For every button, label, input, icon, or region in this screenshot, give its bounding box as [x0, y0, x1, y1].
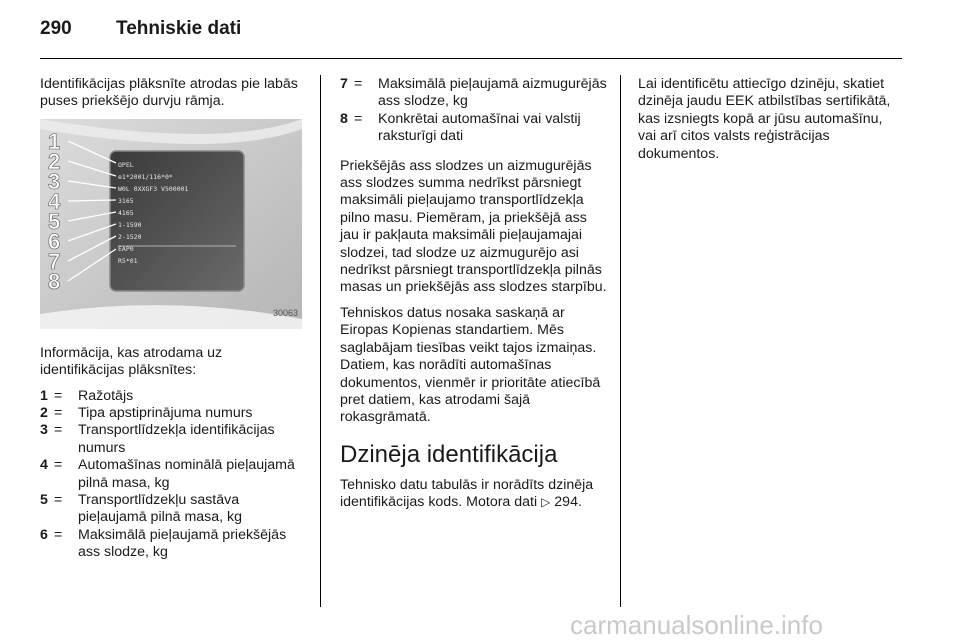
- info-label: Informācija, kas atrodama uz identifikācijas plāksnītes:: [40, 344, 223, 379]
- header-rule: [40, 58, 902, 59]
- callout-4: 4: [48, 188, 61, 214]
- plate-line: 2-1520: [118, 232, 142, 241]
- page-number: 290: [40, 18, 72, 39]
- list-item: 1 = Ražotājs: [40, 387, 134, 404]
- column-divider-2: [620, 75, 621, 607]
- engine-identify-paragraph: Lai identificētu attiecīgo dzinēju, skatiet dzinēja jaudu EEK atbilstības sertifikātā, kas izsniegts kopā ar jūsu automašīnu, vai arī citos valsts reģistrācijas dokumentos.: [638, 76, 891, 162]
- callout-8: 8: [48, 268, 61, 294]
- page-header: [40, 18, 241, 48]
- list-item: 7 = Maksimālā pieļaujamā aizmugurējās ass slodze, kg: [340, 76, 607, 110]
- callout-3: 3: [48, 168, 61, 194]
- plate-line: EAP0: [118, 244, 134, 253]
- intro-paragraph: Identifikācijas plāksnīte atrodas pie labās puses priekšējo durvju rāmja.: [40, 76, 298, 110]
- callout-5: 5: [48, 208, 61, 234]
- cross-reference-icon: ▷: [541, 495, 551, 510]
- column-2: [340, 76, 608, 520]
- plate-info-list-continued: [340, 76, 608, 146]
- callout-6: 6: [48, 228, 61, 254]
- cross-reference-link[interactable]: 294.: [554, 494, 582, 511]
- standards-paragraph: Tehniskos datus nosaka saskaņā ar Eiropas Kopienas standartiem. Mēs saglabājam tiesības veikt tajos izmaiņas. Datiem, kas norādīti automašīnas dokumentos, vienmēr ir prioritāte atiecībā pret datiem, kas atrodami šajā rokasgrāmatā.: [340, 304, 601, 426]
- list-item: 6 = Maksimālā pieļaujamā priekšējās ass slodze, kg: [40, 526, 287, 561]
- plate-line: W0L 0XXGF3 V500001: [118, 184, 189, 193]
- plate-line: e1*2001/116*0*: [118, 172, 173, 181]
- list-item: 2 = Tipa apstiprinājuma numurs: [40, 405, 253, 422]
- section-title: Tehniskie dati: [116, 18, 242, 39]
- plate-info-list: [40, 388, 308, 562]
- list-item: 3 = Transportlīdzekļa identifikācijas numurs: [40, 422, 275, 456]
- list-item: 4 = Automašīnas nominālā pieļaujamā pilnā masa, kg: [40, 457, 295, 491]
- id-plate-figure: [40, 119, 302, 329]
- plate-line: 1-1590: [118, 220, 142, 229]
- column-divider-1: [320, 75, 321, 607]
- watermark: carmanualsonline.info: [570, 610, 823, 640]
- plate-line: OPEL: [118, 160, 134, 169]
- callout-2: 2: [48, 148, 61, 174]
- axle-load-paragraph: Priekšējās ass slodzes un aizmugurējās ass slodzes summa nedrīkst pārsniegt maksimāli pieļaujamo transportlīdzekļa pilno masu. Piemēram, ja priekšējā ass jau ir pakļauta maksimāli pieļaujamajai slodzei, tad slodze uz aizmugurējo asi nedrīkst pārsniegt transportlīdzekļa pilnās masas un priekšējās ass slodzes starpību.: [340, 157, 607, 296]
- engine-id-paragraph: Tehnisko datu tabulās ir norādīts dzinēja identifikācijas kods. Motora dati ▷ 294.: [340, 476, 594, 511]
- plate-line: 3165: [118, 196, 134, 205]
- column-1: [40, 76, 308, 570]
- list-item: 8 = Konkrētai automašīnai vai valstij raksturīgi dati: [340, 110, 581, 145]
- id-plate-illustration: [40, 119, 302, 329]
- list-item: 5 = Transportlīdzekļu sastāva pieļaujamā pilnā masa, kg: [40, 492, 243, 526]
- callout-1: 1: [48, 128, 61, 154]
- callout-7: 7: [48, 248, 61, 274]
- column-3: [638, 76, 904, 171]
- plate-line: R5*01: [118, 256, 138, 265]
- engine-id-heading: Dzinēja identifikācija: [340, 440, 558, 468]
- figure-number: 30063: [272, 308, 298, 319]
- plate-line: 4165: [118, 208, 134, 217]
